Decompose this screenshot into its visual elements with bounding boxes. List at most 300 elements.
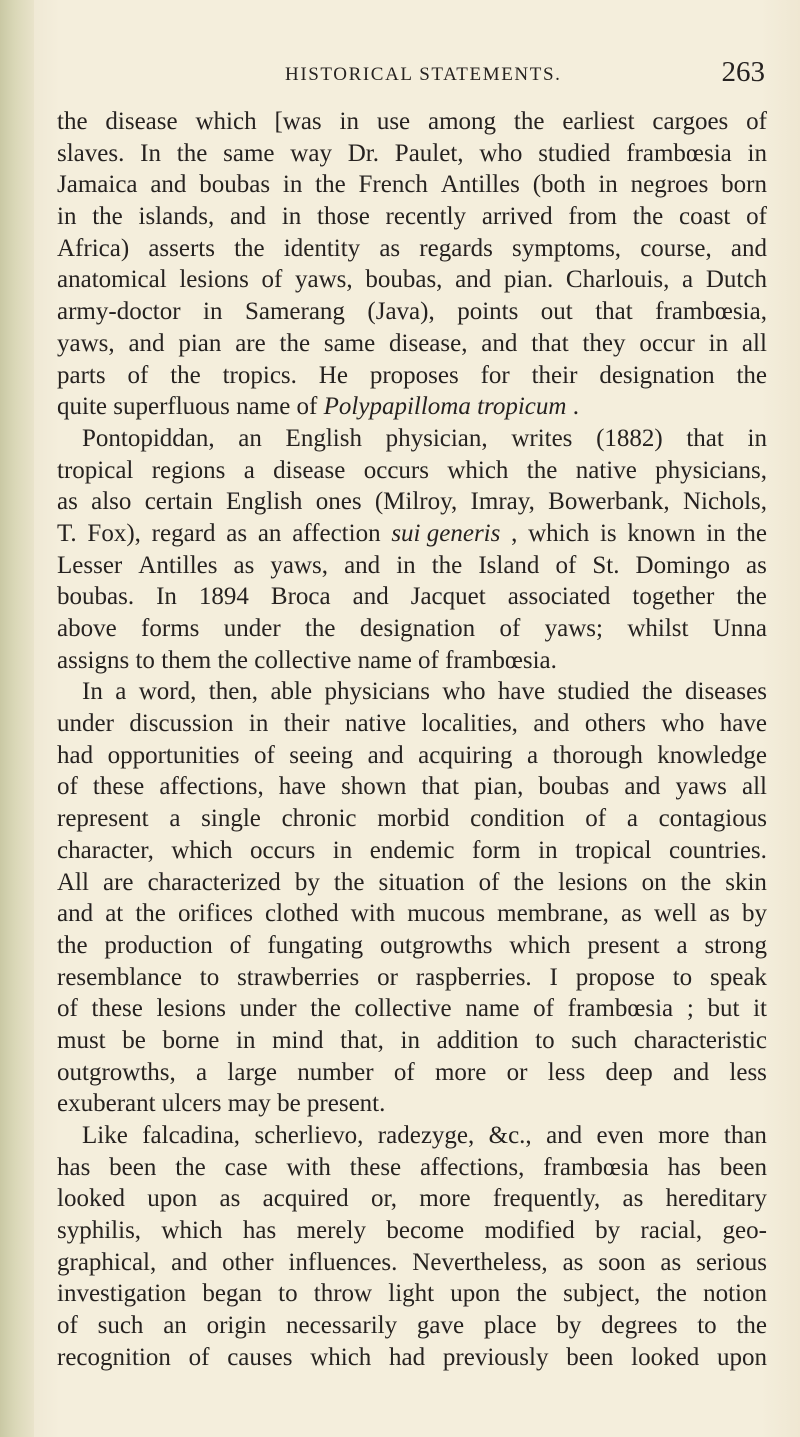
word: causes (227, 1343, 293, 1371)
word: production (104, 931, 213, 959)
word: morbid (377, 805, 450, 833)
word: are (235, 329, 266, 357)
word: In (140, 139, 161, 167)
word: the (315, 171, 346, 199)
word: the (176, 139, 208, 167)
word: large (227, 1058, 277, 1086)
word: their (283, 710, 330, 738)
word: use (376, 108, 411, 135)
word: looked (631, 1343, 700, 1371)
text-line (57, 962, 767, 994)
word: modified (484, 1217, 575, 1245)
word: be (122, 1026, 146, 1054)
paragraph-start-line (57, 676, 767, 708)
word: localities, (421, 710, 518, 738)
word: as (233, 551, 255, 579)
word: English (285, 424, 362, 452)
word: must (57, 1026, 106, 1054)
word: physician, (385, 424, 488, 452)
word: with (286, 1153, 331, 1181)
word: well (653, 900, 697, 928)
word: anatomical (57, 266, 167, 294)
word: Nevertheless, (412, 1248, 548, 1276)
word: or, (370, 1185, 398, 1213)
word: the (57, 108, 88, 135)
text-line (57, 1183, 767, 1215)
word: and (57, 900, 94, 928)
word: yaws, (57, 329, 115, 357)
word: less (729, 1058, 767, 1086)
word: the (680, 868, 712, 896)
word: them (161, 646, 212, 674)
word: Jacquet (410, 583, 486, 611)
word: coast (679, 203, 731, 231)
text-line (57, 391, 767, 423)
word: Imray, (470, 488, 535, 516)
word: (Milroy, (374, 488, 458, 516)
word: superfluous (113, 393, 230, 421)
word: as (746, 551, 767, 579)
word: a (115, 678, 127, 706)
word: regard (151, 519, 216, 547)
text-line (57, 1152, 767, 1184)
word: outgrowths, (57, 1058, 176, 1086)
word: by (595, 1217, 621, 1245)
word: tropics. (222, 361, 297, 389)
word: or (506, 1058, 528, 1086)
word: yaws; (544, 615, 603, 642)
word: and (455, 266, 492, 294)
word: have (719, 710, 767, 738)
word: native (575, 456, 637, 484)
word: exuberant (57, 1090, 156, 1118)
word: diseases (685, 678, 767, 706)
word: collective (254, 646, 352, 674)
word: as (562, 1248, 584, 1276)
word: boubas, (365, 266, 443, 294)
word: boubas (538, 773, 610, 801)
word: mucous (407, 900, 486, 928)
word: which (161, 1217, 223, 1245)
word: syphilis, (57, 1217, 142, 1245)
word: which (195, 108, 257, 135)
word: T. (57, 519, 77, 547)
word: lesions (156, 995, 226, 1023)
word: to (535, 1026, 555, 1054)
word: lesions (179, 266, 249, 294)
text-line (57, 930, 767, 962)
word: addition (436, 1026, 519, 1054)
word: pian (178, 329, 222, 357)
word: the (736, 361, 767, 389)
word: negroes (630, 171, 709, 199)
word: the (170, 361, 201, 389)
word: and (128, 329, 165, 357)
word: under (57, 710, 114, 738)
word: all (741, 329, 767, 357)
word: contagious (658, 805, 767, 833)
text-line (57, 455, 767, 487)
word: word, (138, 678, 197, 706)
word: the (310, 995, 341, 1023)
word: that (595, 298, 633, 326)
word: in (282, 171, 303, 199)
word: in (598, 171, 618, 199)
word: name (357, 646, 412, 674)
word: as (226, 519, 248, 547)
word: acquiring (418, 741, 513, 769)
word: characteristic (633, 1026, 767, 1054)
word: discussion (129, 710, 234, 738)
word: and (546, 1122, 583, 1149)
word: assigns (57, 646, 130, 674)
word: soon (598, 1248, 646, 1276)
word: and (150, 171, 187, 199)
word: Bowerbank, (548, 488, 670, 516)
word: more (434, 1058, 487, 1086)
word: Samerang (244, 298, 345, 326)
word: yaws (675, 773, 727, 801)
word: . (572, 393, 579, 421)
word: the (135, 900, 166, 928)
word: 1894 (198, 583, 249, 611)
word: recently (385, 203, 467, 231)
text-line (57, 169, 767, 201)
word: from (568, 203, 617, 231)
text-line (57, 550, 767, 582)
word: course, (640, 234, 712, 262)
word: Paulet, (394, 139, 464, 167)
word: these (349, 1153, 402, 1181)
word: had (389, 1343, 426, 1371)
text-line (57, 328, 767, 360)
word: character, (57, 836, 154, 864)
text-line (57, 296, 767, 328)
word: Domingo (635, 551, 730, 579)
word: born (721, 171, 767, 199)
word: a (676, 931, 688, 959)
word: St. (592, 551, 620, 579)
word: be (277, 1090, 301, 1118)
word: of (393, 1058, 415, 1086)
word: geo- (722, 1217, 767, 1245)
word: who (479, 139, 523, 167)
word: such (571, 1026, 618, 1054)
word: occur (639, 329, 695, 357)
word: in (747, 424, 767, 452)
word: All (57, 868, 89, 896)
body-text (57, 106, 767, 1374)
word: resemblance (57, 963, 182, 991)
word: of (418, 646, 439, 674)
word: to (672, 963, 693, 991)
word: yaws, (295, 266, 353, 294)
word: designation (359, 615, 476, 642)
word: with (350, 900, 396, 928)
text-line (57, 708, 767, 740)
word: in (538, 836, 558, 864)
word: and (344, 551, 381, 579)
word: pian, (474, 773, 524, 801)
word: condition (470, 805, 565, 833)
word: of (296, 393, 318, 421)
word: investigation (57, 1280, 187, 1308)
word: He (318, 361, 348, 389)
word: of (57, 773, 78, 801)
word: identity (283, 234, 361, 262)
word: in (747, 139, 767, 167)
word: able (270, 678, 313, 706)
word: out (540, 298, 573, 326)
word: ones (315, 488, 362, 516)
word: frambœsia. (445, 646, 557, 674)
word: Antilles (138, 551, 218, 579)
word: as (621, 900, 642, 928)
word: known (627, 519, 696, 547)
word: which (310, 1343, 372, 1371)
word: way (290, 139, 332, 167)
text-line (57, 771, 767, 803)
word: by (294, 868, 320, 896)
word: and (533, 710, 570, 738)
word: as (660, 1248, 682, 1276)
word: of (261, 266, 283, 294)
page-number: 263 (721, 56, 765, 88)
word: more (419, 1185, 471, 1213)
word: and (730, 234, 767, 262)
word: I (549, 963, 558, 991)
word: they (582, 329, 626, 357)
word: shown (341, 773, 407, 801)
text-line (57, 867, 767, 899)
word: associated (507, 583, 611, 611)
word: which (447, 456, 509, 484)
word: an (163, 1312, 187, 1340)
word: the (431, 551, 463, 579)
text-line (57, 645, 767, 677)
word: occurs (250, 836, 316, 864)
word: arrived (481, 203, 553, 231)
word: , (511, 519, 518, 547)
word: Island (478, 551, 540, 579)
word: place (483, 1312, 537, 1340)
word: by (742, 900, 767, 928)
word: fungating (267, 931, 364, 959)
word: disease (273, 456, 346, 484)
word: a (196, 1058, 208, 1086)
word: Pontopiddan, (82, 424, 215, 452)
word: these (92, 773, 145, 801)
word: then, (208, 678, 259, 706)
word: the (736, 519, 767, 547)
text-line (57, 360, 767, 392)
word: boubas. (57, 583, 135, 611)
word: asserts (148, 234, 215, 262)
word: countries. (669, 836, 767, 864)
word: previously (442, 1343, 549, 1371)
word: others (584, 710, 646, 738)
word: a (169, 805, 181, 833)
word: radezyge, (377, 1122, 475, 1149)
word: situation (378, 868, 465, 896)
text-line (57, 1310, 767, 1342)
word: proposes (369, 361, 459, 389)
word: English (226, 488, 303, 516)
word: upon (716, 1343, 767, 1371)
word: of (229, 931, 251, 959)
word: necessarily (286, 1312, 398, 1340)
word: orifices (177, 900, 253, 928)
word: outgrowths (380, 931, 493, 959)
word: hereditary (665, 1185, 767, 1213)
word: the (513, 868, 545, 896)
word: (both (532, 171, 586, 199)
word: ; (686, 995, 694, 1023)
word: their (531, 361, 578, 389)
word: under (223, 615, 281, 642)
text-line (57, 1342, 767, 1374)
word: in (396, 551, 416, 579)
text-line (57, 1088, 767, 1120)
word: by (556, 1312, 582, 1340)
word: of (127, 361, 149, 389)
word: of (57, 995, 78, 1023)
word: affection (292, 519, 381, 547)
text-line (57, 106, 767, 138)
word: all (741, 773, 767, 801)
word: has (242, 1217, 277, 1245)
word: degrees (601, 1312, 678, 1340)
word: the (736, 583, 767, 611)
word: throw (313, 1280, 373, 1308)
text-line (57, 898, 767, 930)
word: Dutch (705, 266, 767, 294)
word: single (201, 805, 261, 833)
text-line (57, 138, 767, 170)
page-gutter-shadow (0, 0, 34, 1437)
text-line (57, 518, 767, 550)
word: name (236, 393, 291, 421)
word: the (516, 1280, 547, 1308)
word: the (57, 931, 88, 959)
word: in (248, 710, 269, 738)
word: for (480, 361, 510, 389)
word: strong (704, 931, 767, 959)
text-line (57, 201, 767, 233)
word: a (527, 741, 539, 769)
text-line (57, 1215, 767, 1247)
text-line (57, 993, 767, 1025)
word: whilst (627, 615, 689, 642)
word: it (753, 995, 767, 1023)
word: studied (538, 139, 611, 167)
word: subject, (563, 1280, 641, 1308)
word: the (92, 203, 123, 231)
word: recognition (57, 1343, 171, 1371)
word: also (91, 488, 132, 516)
word: as (709, 900, 730, 928)
word: gave (416, 1312, 465, 1340)
word: the (656, 1280, 687, 1308)
word: in (708, 329, 729, 357)
word: looked (57, 1185, 126, 1213)
word: the (642, 678, 673, 706)
word: the (736, 1312, 767, 1340)
paragraph-start-line (57, 1120, 767, 1152)
word: studied (557, 678, 630, 706)
word: opportunities (107, 741, 240, 769)
word: Lesser (57, 551, 123, 579)
word: affections, (420, 1153, 525, 1181)
word: to (199, 963, 220, 991)
word: other (222, 1248, 274, 1276)
word: began (202, 1280, 263, 1308)
word: more (658, 1122, 710, 1149)
word: clothed (265, 900, 339, 928)
word: in (400, 1026, 420, 1054)
word: a (243, 456, 255, 484)
word: knowledge (657, 741, 767, 769)
word: ulcers (161, 1090, 222, 1118)
word: than (723, 1122, 767, 1149)
text-line (57, 803, 767, 835)
text-line (57, 264, 767, 296)
text-line (57, 835, 767, 867)
word: in (281, 203, 302, 231)
word: have (278, 773, 326, 801)
word: and (624, 773, 661, 801)
word: as (219, 1185, 241, 1213)
word: in (203, 298, 223, 326)
word: scherlievo, (254, 1122, 364, 1149)
word: of (555, 551, 577, 579)
word: light (388, 1280, 435, 1308)
word: name (465, 995, 520, 1023)
word: earliest (562, 108, 635, 135)
word: forms (141, 615, 200, 642)
word: been (109, 1153, 157, 1181)
text-line (57, 1278, 767, 1310)
word: present. (306, 1090, 386, 1118)
word: borne (162, 1026, 220, 1054)
word: above (57, 615, 117, 642)
text-line (57, 233, 767, 265)
word: falcadina, (142, 1122, 241, 1149)
word: and (481, 329, 518, 357)
word: membrane, (497, 900, 609, 928)
word: native (344, 710, 407, 738)
word: or (377, 963, 398, 991)
word: have (497, 678, 546, 706)
word: of (499, 615, 521, 642)
word: has (57, 1153, 91, 1181)
word: as (57, 488, 78, 516)
word: and (367, 741, 404, 769)
word: frambœsia (543, 1153, 649, 1181)
word: designation (599, 361, 715, 389)
word: merely (296, 1217, 366, 1245)
word: of (746, 203, 767, 231)
word: endemic (369, 836, 455, 864)
word: tropical (575, 836, 652, 864)
word: islands, (138, 203, 215, 231)
word: disease (105, 108, 178, 135)
word: to (697, 1312, 717, 1340)
word: affections, (159, 773, 264, 801)
word: pian. (503, 266, 554, 294)
word: symptoms, (512, 234, 622, 262)
word: frambœsia (567, 995, 674, 1023)
